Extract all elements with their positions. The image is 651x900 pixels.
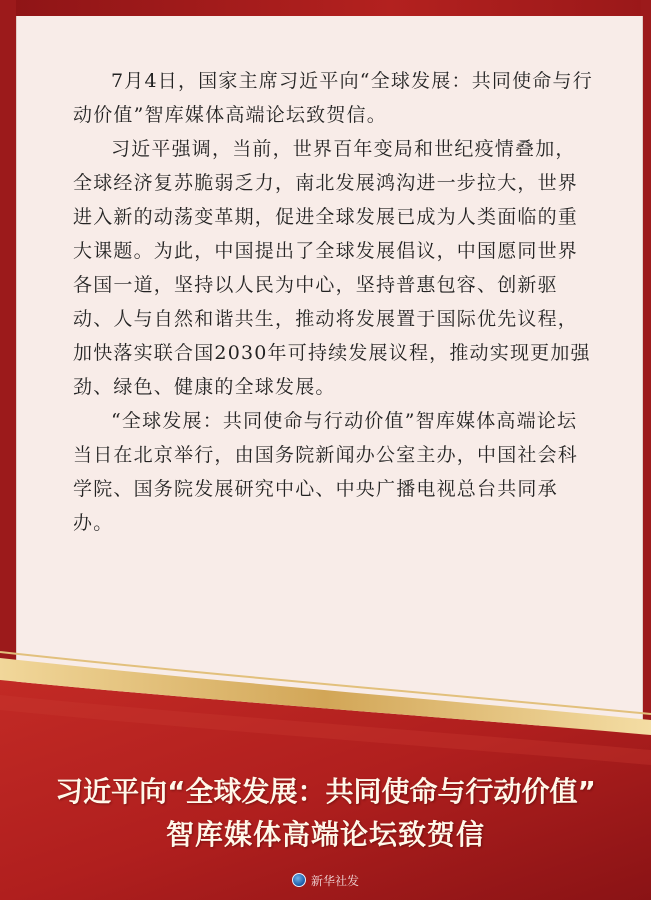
source-label: 新华社发 [310,874,359,888]
headline-banner [0,640,651,900]
letter-paragraph: “全球发展：共同使命与行动价值”智库媒体高端论坛当日在北京举行，由国务院新闻办公室主办，中国社会科学院、国务院发展研究中心、中央广播电视总台共同承办。 [73,410,579,534]
letter-paragraph: 习近平强调，当前，世界百年变局和世纪疫情叠加，全球经济复苏脆弱乏力，南北发展鸿沟进一步拉大，世界进入新的动荡变革期，促进全球发展已成为人类面临的重大课题。为此，中国提出了全球发展倡议，中国愿同世界各国一道，坚持以人民为中心，坚持普惠包容、创新驱动、人与自然和谐共生，推动将发展置于国际优先议程，加快落实联合国2030年可持续发展议程，推动实现更加强劲、绿色、健康的全球发展。 [73,138,591,398]
left-red-border [0,0,16,700]
top-red-strip [0,0,651,16]
letter-paragraph: 7月4日，国家主席习近平向“全球发展：共同使命与行动价值”智库媒体高端论坛致贺信。 [73,70,593,126]
source-credit [0,872,651,890]
banner-graphic [0,640,651,900]
headline-line-2: 智库媒体高端论坛致贺信 [165,818,485,851]
headline-line-1: 习近平向“全球发展：共同使命与行动价值” [55,775,596,808]
letter-body [73,64,593,540]
xinhua-globe-icon [292,873,306,887]
